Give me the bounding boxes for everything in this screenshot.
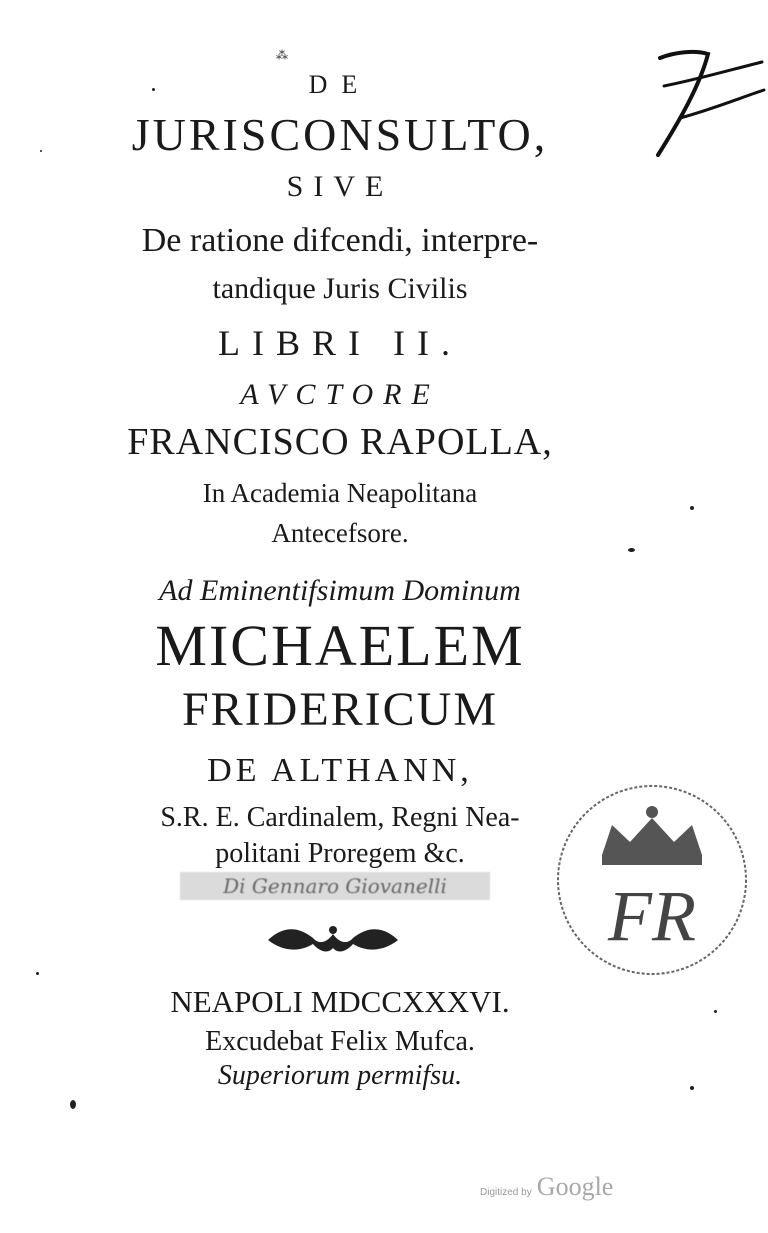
svg-text:FR: FR (608, 876, 696, 956)
author-affiliation-line-1: In Academia Neapolitana (202, 478, 478, 508)
subtitle-line-2: tandique Juris Civilis (212, 272, 468, 305)
author-name: FRANCISCO RAPOLLA, (127, 421, 553, 463)
imprint-printer: Excudebat Felix Mufca. (205, 1026, 475, 1057)
digitized-watermark (480, 1172, 613, 1202)
subtitle-line-1: De ratione difcendi, interpre- (141, 222, 539, 259)
dedication-intro: Ad Eminentifsimum Dominum (159, 574, 521, 607)
owner-inscription: Di Gennaro Giovanelli (180, 872, 490, 900)
dedicatee-title-line-2: politani Proregem &c. (215, 838, 465, 869)
imprint-place-date: NEAPOLI MDCCXXXVI. (170, 984, 510, 1019)
ink-speck (152, 88, 155, 91)
google-logo: Google (536, 1172, 614, 1201)
printers-ornament (258, 918, 408, 958)
imprint-permission: Superiorum permifsu. (217, 1060, 463, 1091)
title-line-de: DE (308, 70, 372, 99)
handwritten-shelfmark (640, 30, 768, 170)
ink-speck (40, 150, 42, 152)
library-stamp (552, 780, 752, 980)
dedicatee-name-1: MICHAELEM (155, 613, 525, 678)
title-main: JURISCONSULTO, (131, 109, 549, 160)
ink-speck (628, 548, 635, 552)
dedicatee-title-line-1: S.R. E. Cardinalem, Regni Nea- (160, 802, 520, 833)
ink-speck (690, 1086, 694, 1090)
auctore-label: AVCTORE (240, 378, 440, 411)
dedicatee-name-2: FRIDERICUM (181, 683, 499, 736)
ink-speck (36, 972, 39, 975)
ink-speck (690, 506, 694, 510)
top-ornament: ⁂ (276, 48, 288, 62)
ink-speck (70, 1100, 76, 1109)
volume-count: LIBRI II. (218, 323, 462, 363)
author-affiliation-line-2: Antecefsore. (271, 518, 409, 548)
title-line-sive: SIVE (286, 170, 394, 203)
dedicatee-family: DE ALTHANN, (207, 752, 473, 789)
ink-speck (714, 1010, 717, 1013)
watermark-prefix: Digitized by (480, 1187, 532, 1198)
